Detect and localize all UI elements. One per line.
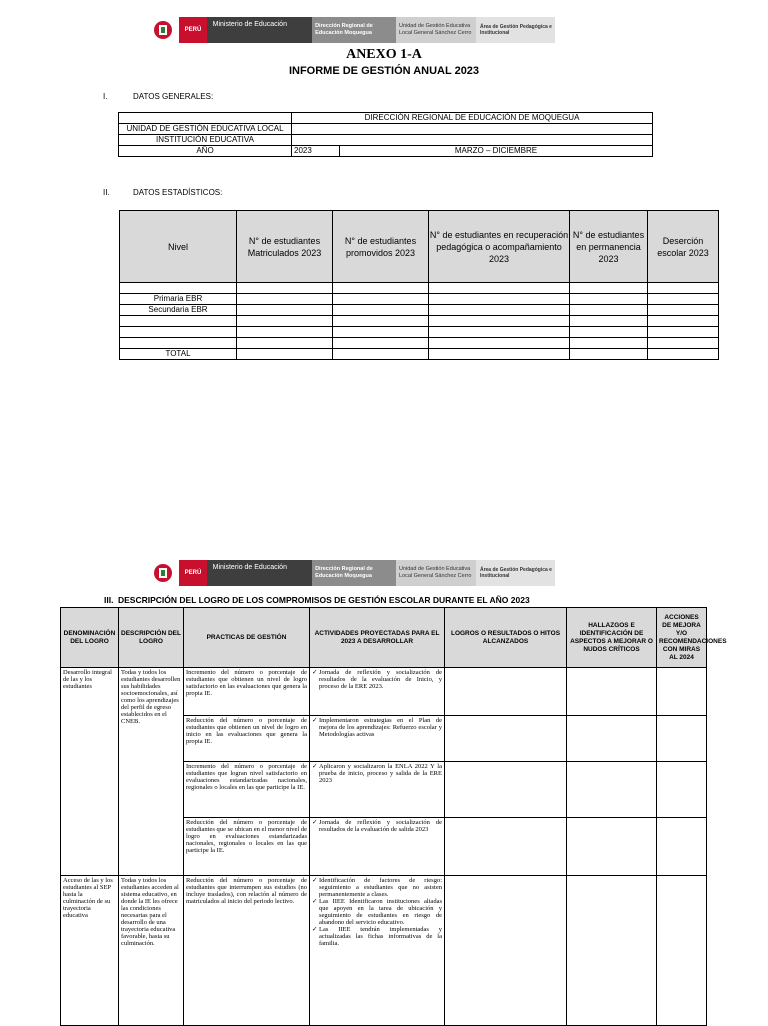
section1-label: DATOS GENERALES:: [133, 92, 214, 101]
general-data-table: [118, 112, 653, 157]
activity-item: ✓ Jornada de reflexión y socialización de resultados de la evaluación de salida 2023: [312, 819, 442, 833]
row-label: [120, 327, 237, 338]
dre-cell: DIRECCIÓN REGIONAL DE EDUCACIÓN DE MOQUEGUA: [292, 113, 653, 124]
col-practicas: PRACTICAS DE GESTIÓN: [184, 608, 310, 668]
logro1-name: Desarrollo integral de las y los estudiantes: [61, 668, 119, 876]
ie-label-cell: INSTITUCIÓN EDUCATIVA: [119, 135, 292, 146]
col-desercion: Deserción escolar 2023: [648, 211, 719, 283]
document-subtitle: INFORME DE GESTIÓN ANUAL 2023: [288, 65, 480, 77]
ministry-label: Ministerio de Educación: [207, 17, 312, 43]
area-label: Área de Gestión Pedagógica e Institucional: [476, 560, 555, 586]
activity-item: ✓ Implementaron estrategias en el Plan de mejora de los aprendizajes: Refuerzo escolar y Metodologías activas: [312, 717, 442, 738]
activity-item: ✓ Jornada de reflexión y socialización de resultados de la evaluación de Inicio, y proceso de la ERE 2023.: [312, 669, 442, 690]
activity-item: ✓ Identificación de factores de riesgo: seguimiento a estudiantes que no asisten permanentemente a clases.: [312, 877, 442, 898]
dre-label: Dirección Regional de Educación Moquegua: [312, 560, 396, 586]
peru-crest-icon: [150, 560, 175, 586]
ugel-label: Unidad de Gestión Educativa Local General Sánchez Cerro: [396, 560, 476, 586]
section2-number: II.: [103, 188, 110, 197]
area-label: Área de Gestión Pedagógica e Institucional: [476, 17, 555, 43]
col-hallazgos: HALLAZGOS E IDENTIFICACIÓN DE ASPECTOS A MEJORAR O NUDOS CRÍTICOS: [567, 608, 657, 668]
commitments-table: [60, 607, 727, 1026]
row-label: [120, 316, 237, 327]
activity-item: ✓ Las IIEE tendrán implementadas y actualizadas las fichas informativas de la familia.: [312, 926, 442, 947]
practica-cell: Reducción del número o porcentaje de estudiantes que interrumpen sus estudios (no incluye traslados), con relación al número de matriculados al inicio del periodo lectivo.: [184, 876, 310, 1026]
anio-value-cell: 2023: [292, 146, 340, 157]
header-logo-bar-2: [150, 560, 555, 586]
practica-cell: Incremento del número o porcentaje de estudiantes que logran nivel satisfactorio en evaluaciones estandarizadas nacionales, regionales o locales en las que participe la IE.: [184, 762, 310, 818]
col-permanencia: N° de estudiantes en permanencia 2023: [570, 211, 648, 283]
row-label: [120, 338, 237, 349]
document-title: ANEXO 1-A: [346, 47, 422, 62]
periodo-cell: MARZO – DICIEMBRE: [340, 146, 653, 157]
col-promovidos: N° de estudiantes promovidos 2023: [333, 211, 429, 283]
section2-label: DATOS ESTADÍSTICOS:: [133, 188, 223, 197]
row-label: [120, 283, 237, 294]
section1-number: I.: [103, 92, 108, 101]
peru-label: PERÚ: [179, 560, 206, 586]
ugel-value-cell[interactable]: [292, 124, 653, 135]
col-recuperacion: N° de estudiantes en recuperación pedagógica o acompañamiento 2023: [429, 211, 570, 283]
ugel-label-cell: UNIDAD DE GESTIÓN EDUCATIVA LOCAL: [119, 124, 292, 135]
logro2-desc: Todas y todos los estudiantes acceden al sistema educativo, en donde la IE les ofrece las condiciones necesarias para el desarrollo de una trayectoria educativa favorable, hasta su culminación.: [119, 876, 184, 1026]
ministry-label: Ministerio de Educación: [207, 560, 312, 586]
activity-item: ✓ Las IIEE Identificaron instituciones aliadas que apoyen en la tarea de ubicación y seguimiento de estudiantes en riesgo de abandono del servicio educativo.: [312, 898, 442, 926]
total-row-label: TOTAL: [120, 349, 237, 360]
peru-crest-icon: [150, 17, 175, 43]
col-descripcion: DESCRIPCIÓN DEL LOGRO: [119, 608, 184, 668]
ugel-label: Unidad de Gestión Educativa Local General Sánchez Cerro: [396, 17, 476, 43]
dre-label: Dirección Regional de Educación Moquegua: [312, 17, 396, 43]
practica-cell: Reducción del número o porcentaje de estudiantes que obtienen un nivel de logro en inicio en las evaluaciones que genera la propia IE.: [184, 716, 310, 762]
practica-cell: Incremento del número o porcentaje de estudiantes que obtienen un nivel de logro satisfactorio en las evaluaciones que genera la propia IE.: [184, 668, 310, 716]
activity-item: ✓ Aplicaron y socializaron la ENLA 2022 Y la prueba de inicio, proceso y salida de la ERE 2023: [312, 763, 442, 784]
row-label: Secundaria EBR: [120, 305, 237, 316]
row-label: Primaria EBR: [120, 294, 237, 305]
section3-number: III.: [104, 595, 114, 605]
logro2-name: Acceso de las y los estudiantes al SEP hasta la culminación de su trayectoria educativa: [61, 876, 119, 1026]
col-acciones: ACCIONES DE MEJORA Y/O RECOMENDACIONES CON MIRAS AL 2024: [657, 608, 707, 668]
anio-label-cell: AÑO: [119, 146, 292, 157]
col-nivel: Nivel: [120, 211, 237, 283]
col-matriculados: N° de estudiantes Matriculados 2023: [237, 211, 333, 283]
statistics-table: [119, 210, 719, 360]
col-logros: LOGROS O RESULTADOS O HITOS ALCANZADOS: [445, 608, 567, 668]
col-actividades: ACTIVIDADES PROYECTADAS PARA EL 2023 A DESARROLLAR: [310, 608, 445, 668]
peru-label: PERÚ: [179, 17, 206, 43]
col-denominacion: DENOMINACIÓN DEL LOGRO: [61, 608, 119, 668]
section3-title: DESCRIPCIÓN DEL LOGRO DE LOS COMPROMISOS DE GESTIÓN ESCOLAR DURANTE EL AÑO 2023: [118, 595, 530, 605]
logro1-desc: Todas y todos los estudiantes desarrollen sus habilidades socioemocionales, así como los aprendizajes del perfil de egreso establecidos en el CNEB.: [119, 668, 184, 876]
header-logo-bar: [150, 17, 555, 43]
practica-cell: Reducción del número o porcentaje de estudiantes que se ubican en el menor nivel de logro en evaluaciones estandarizadas nacionales, regionales o locales en las que participe la IE.: [184, 818, 310, 876]
ie-value-cell[interactable]: [292, 135, 653, 146]
